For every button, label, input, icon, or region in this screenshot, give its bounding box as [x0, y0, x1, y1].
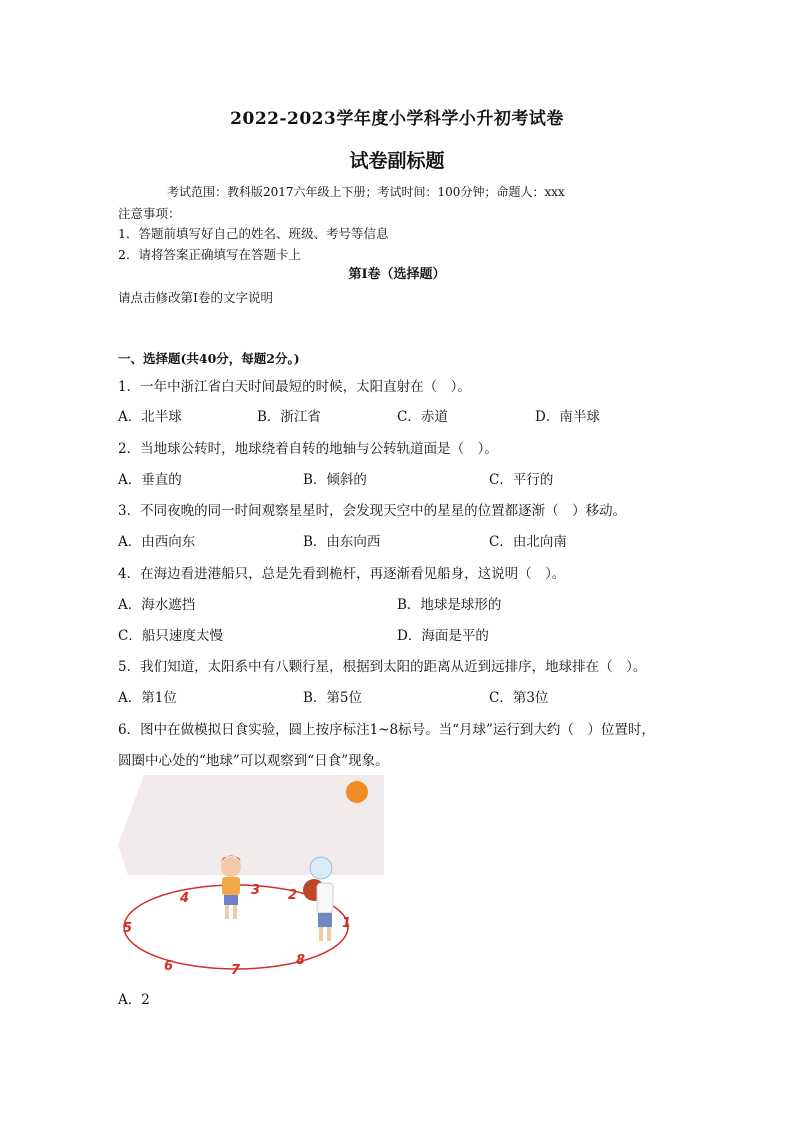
- question-2-option-a: A．垂直的: [118, 472, 182, 488]
- question-1-option-b: B．浙江省: [257, 409, 321, 425]
- question-4-stem: 4．在海边看进港船只，总是先看到桅杆，再逐渐看见船身，这说明（ ）。: [118, 566, 566, 582]
- eclipse-experiment-figure: [118, 775, 384, 980]
- question-5-stem: 5．我们知道，太阳系中有八颗行星，根据到太阳的距离从近到远排序，地球排在（ ）。: [118, 659, 647, 675]
- question-5-option-a: A．第1位: [118, 690, 177, 706]
- notes-item-1: 1．答题前填写好自己的姓名、班级、考号等信息: [118, 226, 389, 241]
- question-5-option-c: C．第3位: [489, 690, 549, 706]
- question-2-stem: 2．当地球公转时，地球绕着自转的地轴与公转轨道面是（ ）。: [118, 441, 498, 457]
- notes-heading: 注意事项：: [118, 206, 181, 221]
- question-3-stem: 3．不同夜晚的同一时间观察星星时，会发现天空中的星星的位置都逐渐（ ）移动。: [118, 503, 627, 519]
- sun-lamp: [346, 781, 368, 803]
- question-6-option-a: A．2: [118, 992, 150, 1008]
- question-3-option-c: C．由北向南: [489, 534, 567, 550]
- question-4-option-b: B．地球是球形的: [397, 597, 502, 613]
- section-heading: 一、选择题(共40分，每题2分。): [118, 351, 300, 366]
- child-earth-figure: [221, 856, 241, 920]
- position-label-2: 2: [288, 888, 298, 903]
- exam-title: 2022-2023学年度小学科学小升初考试卷: [230, 109, 564, 129]
- wall-backdrop: [118, 775, 384, 875]
- question-4-option-d: D．海面是平的: [397, 628, 489, 644]
- question-6-stem-line2: 圆圈中心处的“地球”可以观察到“日食”现象。: [118, 753, 389, 769]
- position-label-8: 8: [296, 953, 306, 968]
- question-1-option-c: C．赤道: [397, 409, 448, 425]
- volume-description: 请点击修改第I卷的文字说明: [118, 290, 273, 305]
- question-4-option-a: A．海水遮挡: [118, 597, 196, 613]
- position-label-5: 5: [123, 921, 133, 936]
- question-4-option-c: C．船只速度太慢: [118, 628, 223, 644]
- position-label-6: 6: [164, 959, 174, 974]
- question-2-option-b: B．倾斜的: [303, 472, 367, 488]
- question-1-option-a: A．北半球: [118, 409, 182, 425]
- volume-title: 第I卷（选择题）: [348, 267, 446, 282]
- question-1-option-d: D．南半球: [535, 409, 600, 425]
- position-label-7: 7: [231, 963, 241, 978]
- question-1-stem: 1．一年中浙江省白天时间最短的时候，太阳直射在（ ）。: [118, 379, 471, 395]
- position-label-1: 1: [342, 916, 352, 931]
- notes-item-2: 2．请将答案正确填写在答题卡上: [118, 247, 301, 262]
- exam-info: 考试范围：教科版2017六年级上下册；考试时间：100分钟；命题人：xxx: [167, 185, 565, 199]
- question-3-option-b: B．由东向西: [303, 534, 381, 550]
- position-label-4: 4: [180, 891, 190, 906]
- question-5-option-b: B．第5位: [303, 690, 363, 706]
- exam-subtitle: 试卷副标题: [349, 150, 445, 172]
- question-2-option-c: C．平行的: [489, 472, 554, 488]
- position-label-3: 3: [251, 883, 261, 898]
- question-3-option-a: A．由西向东: [118, 534, 196, 550]
- question-6-stem-line1: 6．图中在做模拟日食实验，圆上按序标注1~8标号。当“月球”运行到大约（ ）位置时，: [118, 722, 655, 738]
